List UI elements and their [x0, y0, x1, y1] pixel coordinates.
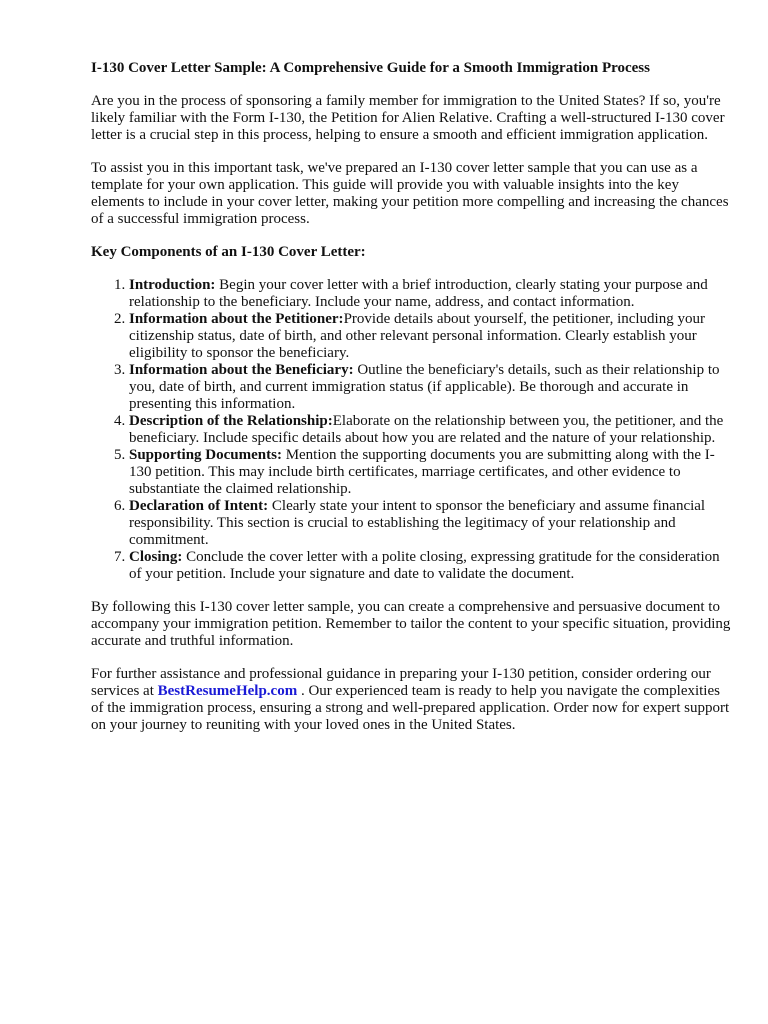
- list-item-term: Closing:: [129, 549, 183, 565]
- list-item-term: Information about the Petitioner:: [129, 311, 344, 327]
- list-item-term: Introduction:: [129, 277, 216, 293]
- components-list: [91, 277, 731, 583]
- document-title: I-130 Cover Letter Sample: A Comprehensive Guide for a Smooth Immigration Process: [91, 60, 650, 76]
- closing-text-before-link: For further assistance and professional guidance in preparing your I-130 petition, consider ordering our services at: [91, 666, 711, 699]
- list-item: [129, 362, 731, 413]
- document-page: [91, 60, 731, 750]
- following-paragraph: By following this I-130 cover letter sample, you can create a comprehensive and persuasive document to accompany your immigration petition. Remember to tailor the content to your specific situation, providing accurate and truthful information.: [91, 599, 731, 649]
- list-item-text: Provide details about yourself, the petitioner, including your citizenship status, date of birth, and other relevant personal information. Clearly establish your eligibility to sponsor the beneficiary.: [129, 311, 705, 361]
- list-item: [129, 413, 731, 447]
- list-item-text: Outline the beneficiary's details, such as their relationship to you, date of birth, and current immigration status (if applicable). Be thorough and accurate in presenting this information.: [129, 362, 720, 412]
- best-resume-help-link[interactable]: BestResumeHelp.com: [157, 683, 298, 699]
- closing-text-after-link: . Our experienced team is ready to help you navigate the complexities of the immigration process, ensuring a strong and well-prepared application. Order now for expert support on your journey to reuniting with your loved ones in the United States.: [91, 683, 730, 733]
- list-item-term: Supporting Documents:: [129, 447, 282, 463]
- list-item: [129, 447, 731, 498]
- components-heading: Key Components of an I-130 Cover Letter:: [91, 244, 366, 260]
- list-item-term: Description of the Relationship:: [129, 413, 333, 429]
- list-item-text: Clearly state your intent to sponsor the beneficiary and assume financial responsibility. This section is crucial to establishing the legitimacy of your relationship and commitment.: [129, 498, 706, 548]
- list-item-text: Begin your cover letter with a brief introduction, clearly stating your purpose and relationship to the beneficiary. Include your name, address, and contact information.: [129, 277, 708, 310]
- list-item: [129, 311, 731, 362]
- closing-paragraph: [91, 666, 731, 734]
- list-item: [129, 277, 731, 311]
- list-item-text: Mention the supporting documents you are submitting along with the I-130 petition. This may include birth certificates, marriage certificates, and other evidence to substantiate the claimed relationship.: [129, 447, 715, 497]
- list-item: [129, 549, 731, 583]
- intro-paragraph: Are you in the process of sponsoring a family member for immigration to the United States? If so, you're likely familiar with the Form I-130, the Petition for Alien Relative. Crafting a well-structured I-130 cover letter is a crucial step in this process, helping to ensure a smooth and efficient immigration application.: [91, 93, 725, 143]
- assist-paragraph: To assist you in this important task, we've prepared an I-130 cover letter sample that you can use as a template for your own application. This guide will provide you with valuable insights into the key elements to include in your cover letter, making your petition more compelling and increasing the chances of a successful immigration process.: [91, 160, 729, 227]
- list-item-text: Elaborate on the relationship between you, the petitioner, and the beneficiary. Include specific details about how you are related and the nature of your relationship.: [129, 413, 724, 446]
- list-item-term: Declaration of Intent:: [129, 498, 269, 514]
- list-item: [129, 498, 731, 549]
- list-item-text: Conclude the cover letter with a polite closing, expressing gratitude for the consideration of your petition. Include your signature and date to validate the document.: [129, 549, 720, 582]
- list-item-term: Information about the Beneficiary:: [129, 362, 354, 378]
